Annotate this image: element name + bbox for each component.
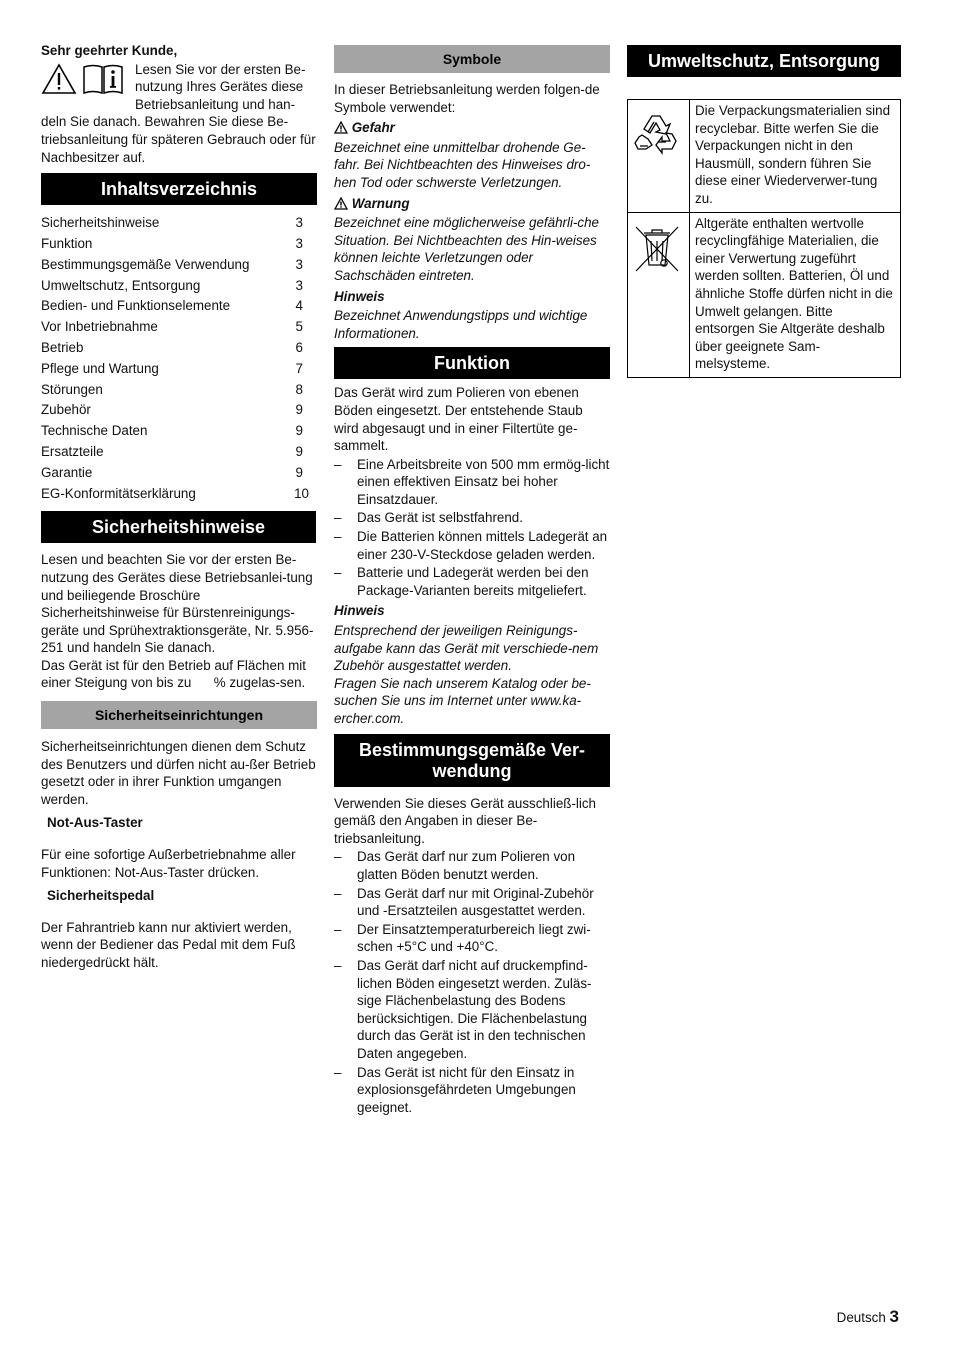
list-item: – Das Gerät darf nur mit Original-Zubehör und -Ersatzteilen ausgestattet werden.: [334, 885, 610, 920]
function-heading: Funktion: [334, 347, 610, 379]
pedal-heading: Sicherheitspedal: [47, 888, 155, 904]
intro-block: [41, 61, 317, 167]
toc-entry[interactable]: Umweltschutz, Entsorgung 3: [41, 277, 303, 293]
recycle-text: Die Verpackungsmaterialien sind recyclebar. Bitte werfen Sie die Verpackungen nicht in den Hausmüll, sondern führen Sie diese einer Wiederverwer-tung zu.: [690, 100, 901, 213]
toc-entry[interactable]: Technische Daten 9: [41, 423, 303, 439]
column-left: [41, 42, 317, 972]
estop-heading: Not-Aus-Taster: [47, 815, 143, 831]
intended-use-list: [334, 848, 610, 1116]
function-note-label: Hinweis: [334, 603, 385, 619]
list-item: – Das Gerät ist nicht für den Einsatz in explosionsgefährdeten Umgebungen geeignet.: [334, 1064, 610, 1117]
toc-entry[interactable]: EG-Konformitätserklärung 10: [41, 485, 309, 501]
recycle-icon: [632, 108, 682, 158]
list-item: – Eine Arbeitsbreite von 500 mm ermög-licht einen effektiven Einsatz bei hoher Einsatzdauer.: [334, 456, 610, 509]
table-row: [628, 212, 901, 377]
pedal-text: Der Fahrantrieb kann nur aktiviert werden, wenn der Bediener das Pedal mit dem Fuß niedergedrückt hält.: [41, 919, 296, 970]
list-item: – Das Gerät darf nur zum Polieren von glatten Böden benutzt werden.: [334, 848, 610, 883]
function-note-text: Entsprechend der jeweiligen Reinigungs-aufgabe kann das Gerät mit verschiede-nem Zubehör ausgestattet werden.: [334, 623, 599, 674]
greeting: Sehr geehrter Kunde,: [41, 43, 178, 58]
toc-heading: Inhaltsverzeichnis: [41, 173, 317, 205]
safety-heading: Sicherheitshinweise: [41, 511, 316, 543]
environment-heading: Umweltschutz, Entsorgung: [627, 45, 901, 77]
toc-entry[interactable]: Zubehör 9: [41, 402, 303, 418]
toc-entry[interactable]: Ersatzteile 9: [41, 443, 303, 459]
warning-triangle-icon: [41, 63, 77, 95]
list-item: – Der Einsatztemperaturbereich liegt zwi-schen +5°C und +40°C.: [334, 921, 610, 956]
toc-entry[interactable]: Betrieb 6: [41, 339, 303, 355]
toc-entry[interactable]: Pflege und Wartung 7: [41, 360, 303, 376]
column-middle: [334, 45, 610, 1116]
toc-entry[interactable]: Sicherheitshinweise 3: [41, 215, 303, 231]
list-item: – Das Gerät darf nicht auf druckempfind-lichen Böden eingesetzt werden. Zuläs-sige Flächenbelastung des Bodens berücksichtigen. Die Flächenbelastung durch das Gerät ist in den technischen Daten angegeben.: [334, 957, 610, 1063]
symbols-heading: Symbole: [334, 45, 610, 73]
toc-entry[interactable]: Funktion 3: [41, 235, 303, 251]
danger-text: Bezeichnet eine unmittelbar drohende Ge-fahr. Bei Nichtbeachten des Hinweises dro-hen Tod oder schwerste Verletzungen.: [334, 139, 591, 190]
toc-entry[interactable]: Bestimmungsgemäße Verwendung 3: [41, 256, 303, 272]
footer-language: Deutsch: [836, 1310, 886, 1325]
note-label: Hinweis: [334, 288, 385, 304]
function-text: Das Gerät wird zum Polieren von ebenen Böden eingesetzt. Der entstehende Staub wird abgesaugt und in einer Filtertüte ge-sammelt.: [334, 385, 583, 454]
warning-text: Bezeichnet eine möglicherweise gefährli-che Situation. Bei Nichtbeachten des Hin-weises können leichte Verletzungen oder Sachschäden eintreten.: [334, 215, 599, 283]
environment-table: [627, 99, 901, 378]
safety-devices-heading: Sicherheitseinrichtungen: [41, 701, 317, 729]
toc-entry[interactable]: Störungen 8: [41, 381, 303, 397]
function-note-text-2: Fragen Sie nach unserem Katalog oder be-suchen Sie uns im Internet unter www.ka-ercher.com.: [334, 675, 591, 726]
intro-line-3: Betriebsanleitung und han-: [135, 96, 296, 112]
symbols-intro: In dieser Betriebsanleitung werden folgen-de Symbole verwendet:: [334, 82, 600, 115]
danger-triangle-icon: [334, 121, 348, 134]
toc-entry[interactable]: Garantie 9: [41, 464, 303, 480]
safety-text: Lesen und beachten Sie vor der ersten Be-nutzung des Gerätes diese Betriebsanlei-tung und beiliegende Broschüre Sicherheitshinweise für Bürstenreinigungs-geräte und Sprühextraktionsgeräte, Nr. 5.956-251 und handeln Sie danach.: [41, 552, 314, 656]
note-text: Bezeichnet Anwendungstipps und wichtige Informationen.: [334, 308, 588, 341]
danger-label-row: [334, 119, 610, 137]
intro-line-1: Lesen Sie vor der ersten Be-: [135, 61, 306, 77]
disposal-text: Altgeräte enthalten wertvolle recyclingfähige Materialien, die einer Verwertung zugeführt werden sollten. Batterien, Öl und ähnliche Stoffe dürfen nicht in die Umwelt gelangen. Bitte entsorgen Sie Altgeräte deshalb über geeignete Sam-melsysteme.: [690, 212, 901, 377]
disposal-icon-cell: [628, 212, 690, 377]
function-list: [334, 456, 610, 600]
danger-label: Gefahr: [351, 120, 395, 136]
list-item: – Die Batterien können mittels Ladegerät an einer 230-V-Steckdose geladen werden.: [334, 528, 610, 563]
warning-triangle-icon: [334, 197, 348, 210]
safety-slope-text: Das Gerät ist für den Betrieb auf Flächen mit einer Steigung von bis zu % zugelas-sen.: [41, 657, 310, 691]
intended-use-heading: Bestimmungsgemäße Ver-wendung: [334, 734, 610, 787]
intro-line-2: nutzung Ihres Gerätes diese: [135, 79, 304, 95]
list-item: – Batterie und Ladegerät werden bei den Package-Varianten bereits mitgeliefert.: [334, 564, 610, 599]
crossed-out-bin-icon: [632, 221, 682, 273]
intro-icons: [41, 63, 131, 97]
page-footer: [837, 1307, 899, 1327]
toc-list: [41, 213, 317, 504]
toc-entry[interactable]: Vor Inbetriebnahme 5: [41, 319, 303, 335]
table-row: [628, 100, 901, 213]
toc-entry[interactable]: Bedien- und Funktionselemente 4: [41, 298, 303, 314]
page-number: 3: [889, 1307, 899, 1326]
warning-label: Warnung: [351, 195, 410, 211]
safety-devices-text: Sicherheitseinrichtungen dienen dem Schutz des Benutzers und dürfen nicht au-ßer Betrieb gesetzt oder in ihrer Funktion umgangen werden.: [41, 739, 316, 807]
estop-text: Für eine sofortige Außerbetriebnahme aller Funktionen: Not-Aus-Taster drücken.: [41, 847, 296, 880]
intro-text: deln Sie danach. Bewahren Sie diese Be-triebsanleitung für späteren Gebrauch oder für Nachbesitzer auf.: [41, 114, 316, 165]
recycle-icon-cell: [628, 100, 690, 213]
warning-label-row: [334, 195, 610, 213]
column-right: [627, 45, 901, 378]
intended-use-text: Verwenden Sie dieses Gerät ausschließ-lich gemäß den Angaben in dieser Be-triebsanleitung.: [334, 795, 596, 846]
read-manual-icon: [81, 63, 125, 95]
list-item: – Das Gerät ist selbstfahrend.: [334, 509, 610, 527]
